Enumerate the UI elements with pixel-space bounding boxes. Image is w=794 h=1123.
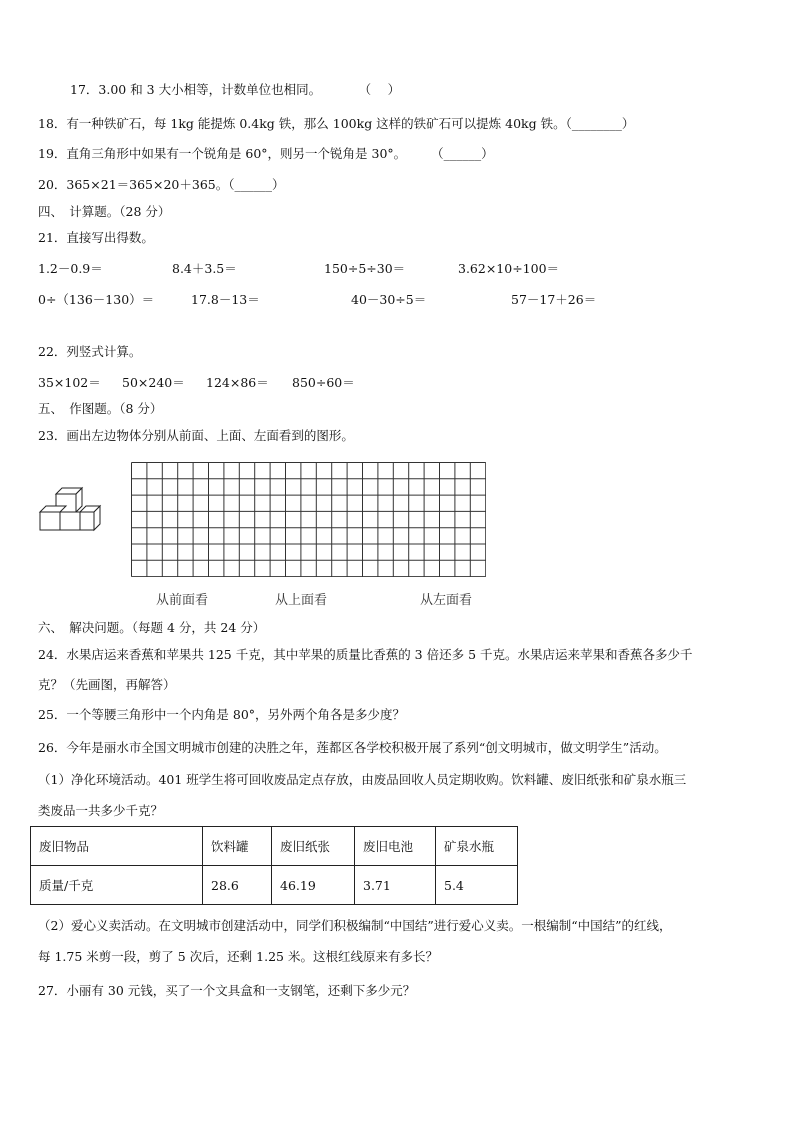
table-row xyxy=(31,866,518,905)
calc-item: 1.2－0.9＝ xyxy=(38,261,103,276)
question-26-part1: （1）净化环境活动。401 班学生将可回收废品定点存放，由废品回收人员定期收购。饮料罐、废旧纸张和矿泉水瓶三 xyxy=(38,772,687,787)
question-20: 20．365×21＝365×20＋365。（______） xyxy=(38,177,285,192)
calc-item: 3.62×10÷100＝ xyxy=(458,261,560,276)
question-26-part2: （2）爱心义卖活动。在文明城市创建活动中，同学们积极编制“中国结”进行爱心义卖。一根编制“中国结”的红线， xyxy=(38,918,672,933)
table-header-cell: 废旧物品 xyxy=(31,827,203,866)
table-header-cell: 矿泉水瓶 xyxy=(436,827,518,866)
table-header-cell: 废旧电池 xyxy=(355,827,436,866)
calc-item: 0÷（136－130）＝ xyxy=(38,292,155,307)
question-26-part1-cont: 类废品一共多少千克？ xyxy=(38,803,164,818)
question-18: 18．有一种铁矿石，每 1kg 能提炼 0.4kg 铁，那么 100kg 这样的铁矿石可以提炼 40kg 铁。（________） xyxy=(38,116,635,131)
question-24-cont: 克？（先画图，再解答） xyxy=(38,677,176,692)
calc-item: 57－17＋26＝ xyxy=(511,292,597,307)
grid-label-front: 从前面看 xyxy=(156,593,209,608)
calc-item: 150÷5÷30＝ xyxy=(324,261,406,276)
question-17: 17．3.00 和 3 大小相等，计数单位也相同。 （ ） xyxy=(70,82,401,97)
calc-item: 8.4＋3.5＝ xyxy=(172,261,237,276)
table-cell: 46.19 xyxy=(272,866,355,905)
table-cell: 3.71 xyxy=(355,866,436,905)
calc-item: 35×102＝ xyxy=(38,375,101,390)
grid-label-left: 从左面看 xyxy=(420,593,473,608)
waste-table xyxy=(30,826,518,905)
cube-stack-figure xyxy=(38,486,104,534)
calc-item: 124×86＝ xyxy=(206,375,269,390)
question-23: 23．画出左边物体分别从前面、上面、左面看到的图形。 xyxy=(38,428,354,443)
calc-item: 40－30÷5＝ xyxy=(351,292,427,307)
question-21: 21．直接写出得数。 xyxy=(38,230,154,245)
question-26: 26．今年是丽水市全国文明城市创建的决胜之年，莲都区各学校积极开展了系列“创文明城市，做文明学生”活动。 xyxy=(38,740,667,755)
calc-item: 50×240＝ xyxy=(122,375,185,390)
table-cell: 5.4 xyxy=(436,866,518,905)
table-row xyxy=(31,827,518,866)
table-cell: 质量/千克 xyxy=(31,866,203,905)
calc-item: 850÷60＝ xyxy=(292,375,355,390)
table-cell: 28.6 xyxy=(203,866,272,905)
question-24: 24．水果店运来香蕉和苹果共 125 千克，其中苹果的质量比香蕉的 3 倍还多 5 千克。水果店运来苹果和香蕉各多少千 xyxy=(38,647,693,662)
question-26-part2-cont: 每 1.75 米剪一段，剪了 5 次后，还剩 1.25 米。这根红线原来有多长？ xyxy=(38,949,438,964)
grid-label-top: 从上面看 xyxy=(275,593,328,608)
question-22: 22．列竖式计算。 xyxy=(38,344,142,359)
section-4-heading: 四、 计算题。（28 分） xyxy=(38,204,171,219)
section-5-heading: 五、 作图题。（8 分） xyxy=(38,401,163,416)
calc-item: 17.8－13＝ xyxy=(191,292,260,307)
question-27: 27．小丽有 30 元钱，买了一个文具盒和一支钢笔，还剩下多少元？ xyxy=(38,983,416,998)
question-19: 19．直角三角形中如果有一个锐角是 60°，则另一个锐角是 30°。 （______） xyxy=(38,146,494,161)
drawing-grid[interactable] xyxy=(131,462,486,577)
table-header-cell: 饮料罐 xyxy=(203,827,272,866)
question-25: 25．一个等腰三角形中一个内角是 80°，另外两个角各是多少度？ xyxy=(38,707,406,722)
table-header-cell: 废旧纸张 xyxy=(272,827,355,866)
section-6-heading: 六、 解决问题。（每题 4 分，共 24 分） xyxy=(38,620,266,635)
